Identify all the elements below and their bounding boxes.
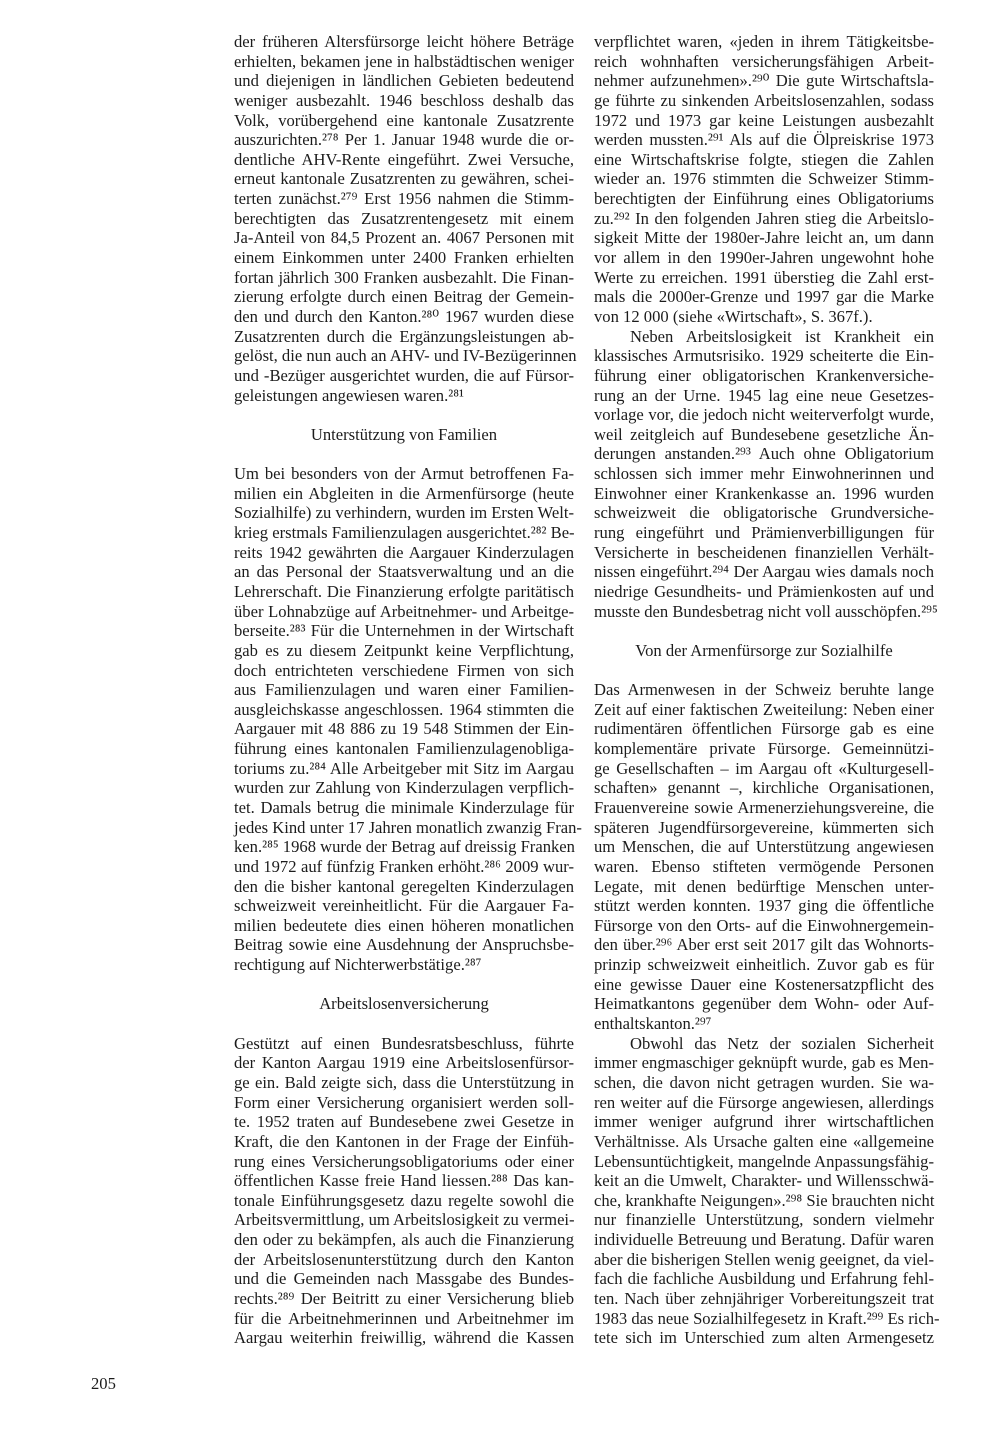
text-line: an das Personal der Staatsverwaltung und an die	[234, 562, 574, 582]
blank-line	[234, 975, 574, 995]
text-line: nur finanzielle Unterstützung, sondern vielmehr	[594, 1210, 934, 1230]
text-line: der früheren Altersfürsorge leicht höhere Beträge	[234, 32, 574, 51]
paragraph-last-line: geleistungen angewiesen waren.²⁸¹	[234, 385, 464, 405]
text-line: rung eingeführt und Prämienverbilligungen für	[594, 523, 934, 543]
text-line: Sozialhilfe) zu verhindern, wurden im Ersten Welt-	[234, 503, 574, 523]
text-line: jedes Kind unter 17 Jahren monatlich zwanzig Fran-	[234, 817, 582, 837]
blank-line	[234, 444, 574, 464]
text-line: den oder zu bekämpfen, als auch die Finanzierung	[234, 1230, 574, 1250]
text-line: tet. Damals betrug die minimale Kinderzulage für	[234, 797, 574, 817]
paragraph-last-line: musste den Bundesbetrag nicht voll ausschöpfen.²⁹⁵	[594, 601, 938, 621]
text-line: 1983 das neue Sozialhilfegesetz in Kraft.²⁹⁹ Es rich-	[594, 1308, 940, 1328]
text-line: Kraft, die den Kantonen in der Frage der Einfüh-	[234, 1131, 574, 1151]
text-line: rudimentären öffentlichen Fürsorge gab es eine	[594, 719, 934, 739]
text-line: Form einer Versicherung organisiert werden soll-	[234, 1092, 574, 1112]
text-line: milien bedeutete dies einen höheren monatlichen	[234, 915, 574, 935]
text-line: schweizweit die obligatorische Grundversiche-	[594, 503, 934, 523]
text-line: schaften» genannt –, kirchliche Organisationen,	[594, 778, 934, 798]
text-line: prinzip schweizweit einheitlich. Zuvor gab es für	[594, 955, 934, 975]
text-line: ren weiter auf die Fürsorge angewiesen, allerdings	[594, 1092, 934, 1112]
text-line: Arbeitsvermittlung, um Arbeitslosigkeit zu vermei-	[234, 1210, 575, 1230]
text-line: schen, die davon nicht getragen wurden. Sie wa-	[594, 1072, 934, 1092]
text-line: weniger ausbezahlt. 1946 beschloss deshalb das	[234, 90, 574, 110]
text-line: berechtigten der Einführung eines Obligatoriums	[594, 189, 934, 209]
paragraph-last-line: enthaltskanton.²⁹⁷	[594, 1014, 712, 1034]
text-line: Einwohner einer Krankenkasse an. 1996 wurden	[594, 483, 934, 503]
text-line: derungen anstanden.²⁹³ Auch ohne Obligatorium	[594, 444, 934, 464]
text-line: rung an der Urne. 1945 lag eine neue Gesetzes-	[594, 385, 934, 405]
text-line: vor allem in den 1990er-Jahren ungewohnt hohe	[594, 248, 934, 268]
text-line: tonale Einführungsgesetz dazu regelte sowohl die	[234, 1190, 574, 1210]
text-line: erhielten, bekamen jene in halbstädtischen weniger	[234, 51, 574, 71]
text-line: um Menschen, die auf Unterstützung angewiesen	[594, 837, 934, 857]
text-line: den über.²⁹⁶ Aber erst seit 2017 gilt das Wohnorts-	[594, 935, 934, 955]
text-line: aber die bisherigen Stellen wenig geeignet, da viel-	[594, 1249, 935, 1269]
text-line: Aargauer mit 48 886 zu 19 548 Stimmen der Ein-	[234, 719, 574, 739]
text-line: den die bisher kantonal geregelten Kinderzulagen	[234, 876, 574, 896]
text-line: Werte zu erreichen. 1991 überstieg die Zahl erst-	[594, 267, 934, 287]
text-line: individuelle Betreuung und Beratung. Dafür waren	[594, 1230, 934, 1250]
blank-line	[594, 621, 934, 641]
section-heading: Arbeitslosenversicherung	[319, 994, 489, 1014]
text-line: eine Wirtschaftskrise folgte, stiegen die Zahlen	[594, 149, 934, 169]
paragraph-last-line: von 12 000 (siehe «Wirtschaft», S. 367f.).	[594, 306, 873, 326]
text-line: fortan jährlich 300 Franken ausbezahlt. Die Finan-	[234, 267, 574, 287]
text-line: schlossen sich immer mehr Einwohnerinnen und	[594, 464, 934, 484]
page-number: 205	[91, 1374, 116, 1393]
text-line: sigkeit Mitte der 1980er-Jahre leicht an, um dann	[594, 228, 934, 248]
text-line: führung eines kantonalen Familienzulagenobliga-	[234, 739, 574, 759]
text-line: der Arbeitslosenunterstützung durch den Kanton	[234, 1249, 574, 1269]
text-line: über Lohnabzüge auf Arbeitnehmer- und Arbeitge-	[234, 601, 574, 621]
text-line: wurden zur Zahlung von Kinderzulagen verpflich-	[234, 778, 574, 798]
text-line: nissen eingeführt.²⁹⁴ Der Aargau wies damals noch	[594, 562, 934, 582]
text-line: ge ein. Bald zeigte sich, dass die Unterstützung in	[234, 1072, 574, 1092]
text-line: komplementäre private Fürsorge. Gemeinnützi-	[594, 739, 934, 759]
text-line: Zusatzrenten durch die Ergänzungsleistungen ab-	[234, 326, 574, 346]
text-line: gelöst, die nun auch an AHV- und IV-Bezügerinnen	[234, 346, 577, 366]
text-line: Verhältnisse. Als Ursache galten eine «allgemeine	[594, 1131, 934, 1151]
text-line: zu.²⁹² In den folgenden Jahren stieg die Arbeitslo-	[594, 208, 934, 228]
text-line: stützt werden konnten. 1937 ging die öffentliche	[594, 896, 934, 916]
text-line: Um bei besonders von der Armut betroffenen Fa-	[234, 464, 574, 484]
text-line: vorlage vor, die jedoch nicht weiterverfolgt wurde,	[594, 405, 934, 425]
text-line: mals die 2000er-Grenze und 1997 gar die Marke	[594, 287, 934, 307]
text-line: waren. Ebenso stifteten vermögende Personen	[594, 856, 934, 876]
text-line: Fürsorge von den Orts- auf die Einwohnergemein-	[594, 915, 934, 935]
paragraph-first-line: Obwohl das Netz der sozialen Sicherheit	[630, 1033, 934, 1053]
text-line: fach die fachliche Ausbildung und Erfahrung fehl-	[594, 1269, 934, 1289]
text-line: führung einer obligatorischen Krankenversiche-	[594, 365, 934, 385]
text-line: klassisches Armutsrisiko. 1929 scheiterte die Ein-	[594, 346, 934, 366]
text-line: erneut kantonale Zusatzrenten zu gewähren, schei-	[234, 169, 574, 189]
text-line: keit an die Umwelt, Charakter- und Willensschwä-	[594, 1171, 934, 1191]
text-line: Legate, mit denen bedürftige Menschen unter-	[594, 876, 934, 896]
text-line: ge Gesellschaften – im Aargau oft «Kulturgesell-	[594, 758, 934, 778]
section-heading: Von der Armenfürsorge zur Sozialhilfe	[635, 640, 893, 660]
text-line: immer weniger aufgrund ihrer wirtschaftlichen	[594, 1112, 934, 1132]
text-line: 1972 und 1973 gar keine Leistungen ausbezahlt	[594, 110, 934, 130]
text-line: weil zeitgleich auf Bundesebene gesetzliche Än-	[594, 424, 934, 444]
text-line: tete sich im Unterschied zum alten Armengesetz	[594, 1328, 934, 1348]
text-line: werden mussten.²⁹¹ Als auf die Ölpreiskrise 1973	[594, 130, 934, 150]
blank-line	[594, 661, 934, 681]
text-line: für die Arbeitnehmerinnen und Arbeitnehmer im	[234, 1308, 574, 1328]
section-heading: Unterstützung von Familien	[310, 424, 498, 444]
text-line: Das Armenwesen in der Schweiz beruhte lange	[594, 680, 934, 700]
paragraph-last-line: rechtigung auf Nichterwerbstätige.²⁸⁷	[234, 955, 482, 975]
text-line: nehmer aufzunehmen».²⁹⁰ Die gute Wirtschaftsla-	[594, 71, 934, 91]
text-line: eine gewisse Dauer eine Kostenersatzpflicht des	[594, 974, 934, 994]
text-line: einem Einkommen unter 2400 Franken erhielten	[234, 248, 574, 268]
text-line: verpflichtet waren, «jeden in ihrem Tätigkeitsbe-	[594, 32, 934, 51]
text-line: und 1972 auf fünfzig Franken erhöht.²⁸⁶ 2009 wur-	[234, 856, 574, 876]
text-line: rung eines Versicherungsobligatoriums oder einer	[234, 1151, 574, 1171]
text-line: und -Bezüger ausgerichtet wurden, die auf Fürsor-	[234, 365, 574, 385]
text-line: Versicherte in bescheidenen finanziellen Verhält-	[594, 542, 934, 562]
text-line: berechtigten das Zusatzrentengesetz mit einem	[234, 208, 574, 228]
text-line: Gestützt auf einen Bundesratsbeschluss, führte	[234, 1033, 574, 1053]
blank-line	[234, 1014, 574, 1034]
text-line: gab es zu diesem Zeitpunkt keine Verpflichtung,	[234, 640, 574, 660]
text-line: auszurichten.²⁷⁸ Per 1. Januar 1948 wurde die or-	[234, 130, 574, 150]
text-line: ken.²⁸⁵ 1968 wurde der Betrag auf dreissig Franken	[234, 837, 575, 857]
text-line: wieder an. 1976 stimmten die Schweizer Stimm-	[594, 169, 934, 189]
text-line: den und durch den Kanton.²⁸⁰ 1967 wurden diese	[234, 306, 574, 326]
text-line: und die Gemeinden nach Massgabe des Bundes-	[234, 1269, 574, 1289]
text-line: öffentlichen Kasse freie Hand liessen.²⁸⁸ Das kan-	[234, 1171, 574, 1191]
text-line: che, krankhafte Neigungen».²⁹⁸ Sie brauchten nicht	[594, 1190, 935, 1210]
text-line: reits 1942 gewährten die Aargauer Kinderzulagen	[234, 542, 574, 562]
text-line: toriums zu.²⁸⁴ Alle Arbeitgeber mit Sitz im Aargau	[234, 758, 574, 778]
text-line: aus Familienzulagen und waren einer Familien-	[234, 680, 574, 700]
paragraph-first-line: Neben Arbeitslosigkeit ist Krankheit ein	[630, 326, 934, 346]
text-line: reich wohnhaften versicherungsfähigen Arbeit-	[594, 51, 934, 71]
text-line: Heimatkantons gegenüber dem Wohn- oder Auf-	[594, 994, 934, 1014]
text-line: milien ein Abgleiten in die Armenfürsorge (heute	[234, 483, 574, 503]
text-line: te. 1952 traten auf Bundesebene zwei Gesetze in	[234, 1112, 574, 1132]
text-line: Lehrerschaft. Die Finanzierung erfolgte paritätisch	[234, 581, 574, 601]
left-text-column	[234, 32, 582, 1348]
text-line: Ja-Anteil von 84,5 Prozent an. 4067 Personen mit	[234, 228, 574, 248]
text-line: Volk, vorübergehend eine kantonale Zusatzrente	[234, 110, 574, 130]
text-line: ausgleichskasse angeschlossen. 1964 stimmten die	[234, 699, 574, 719]
text-line: Lebensuntüchtigkeit, mangelnde Anpassungsfähig-	[594, 1151, 934, 1171]
text-line: niedrige Gesundheits- und Prämienkosten auf und	[594, 581, 934, 601]
text-line: terten zunächst.²⁷⁹ Erst 1956 nahmen die Stimm-	[234, 189, 574, 209]
text-line: Frauenvereine sowie Armenerziehungsvereine, die	[594, 797, 934, 817]
text-line: schweizweit vereinheitlicht. Für die Aargauer Fa-	[234, 896, 574, 916]
text-line: Zeit auf einer faktischen Zweiteilung: Neben einer	[594, 699, 934, 719]
text-line: krieg erstmals Familienzulagen ausgerichtet.²⁸² Be-	[234, 523, 575, 543]
text-line: immer engmaschiger geknüpft wurde, gab es Men-	[594, 1053, 934, 1073]
text-line: der Kanton Aargau 1919 eine Arbeitslosenfürsor-	[234, 1053, 574, 1073]
text-line: ten. Nach über zehnjähriger Vorbereitungszeit trat	[594, 1289, 934, 1308]
text-line: ge führte zu sinkenden Arbeitslosenzahlen, sodass	[594, 90, 934, 110]
text-line: dentliche AHV-Rente eingeführt. Zwei Versuche,	[234, 149, 574, 169]
blank-line	[234, 405, 574, 425]
text-line: rechts.²⁸⁹ Der Beitritt zu einer Versicherung blieb	[234, 1289, 574, 1308]
text-line: zierung erfolgte durch einen Beitrag der Gemein-	[234, 287, 574, 307]
text-line: Aargau weiterhin freiwillig, während die Kassen	[234, 1328, 574, 1348]
right-text-column	[594, 32, 940, 1348]
text-line: späteren Jugendfürsorgevereine, kümmerten sich	[594, 817, 934, 837]
text-line: doch entrichteten verschiedene Firmen von sich	[234, 660, 574, 680]
text-line: Beitrag sowie eine Ausdehnung der Anspruchsbe-	[234, 935, 574, 955]
text-line: und diejenigen in ländlichen Gebieten bedeutend	[234, 71, 574, 91]
text-line: berseite.²⁸³ Für die Unternehmen in der Wirtschaft	[234, 621, 574, 641]
